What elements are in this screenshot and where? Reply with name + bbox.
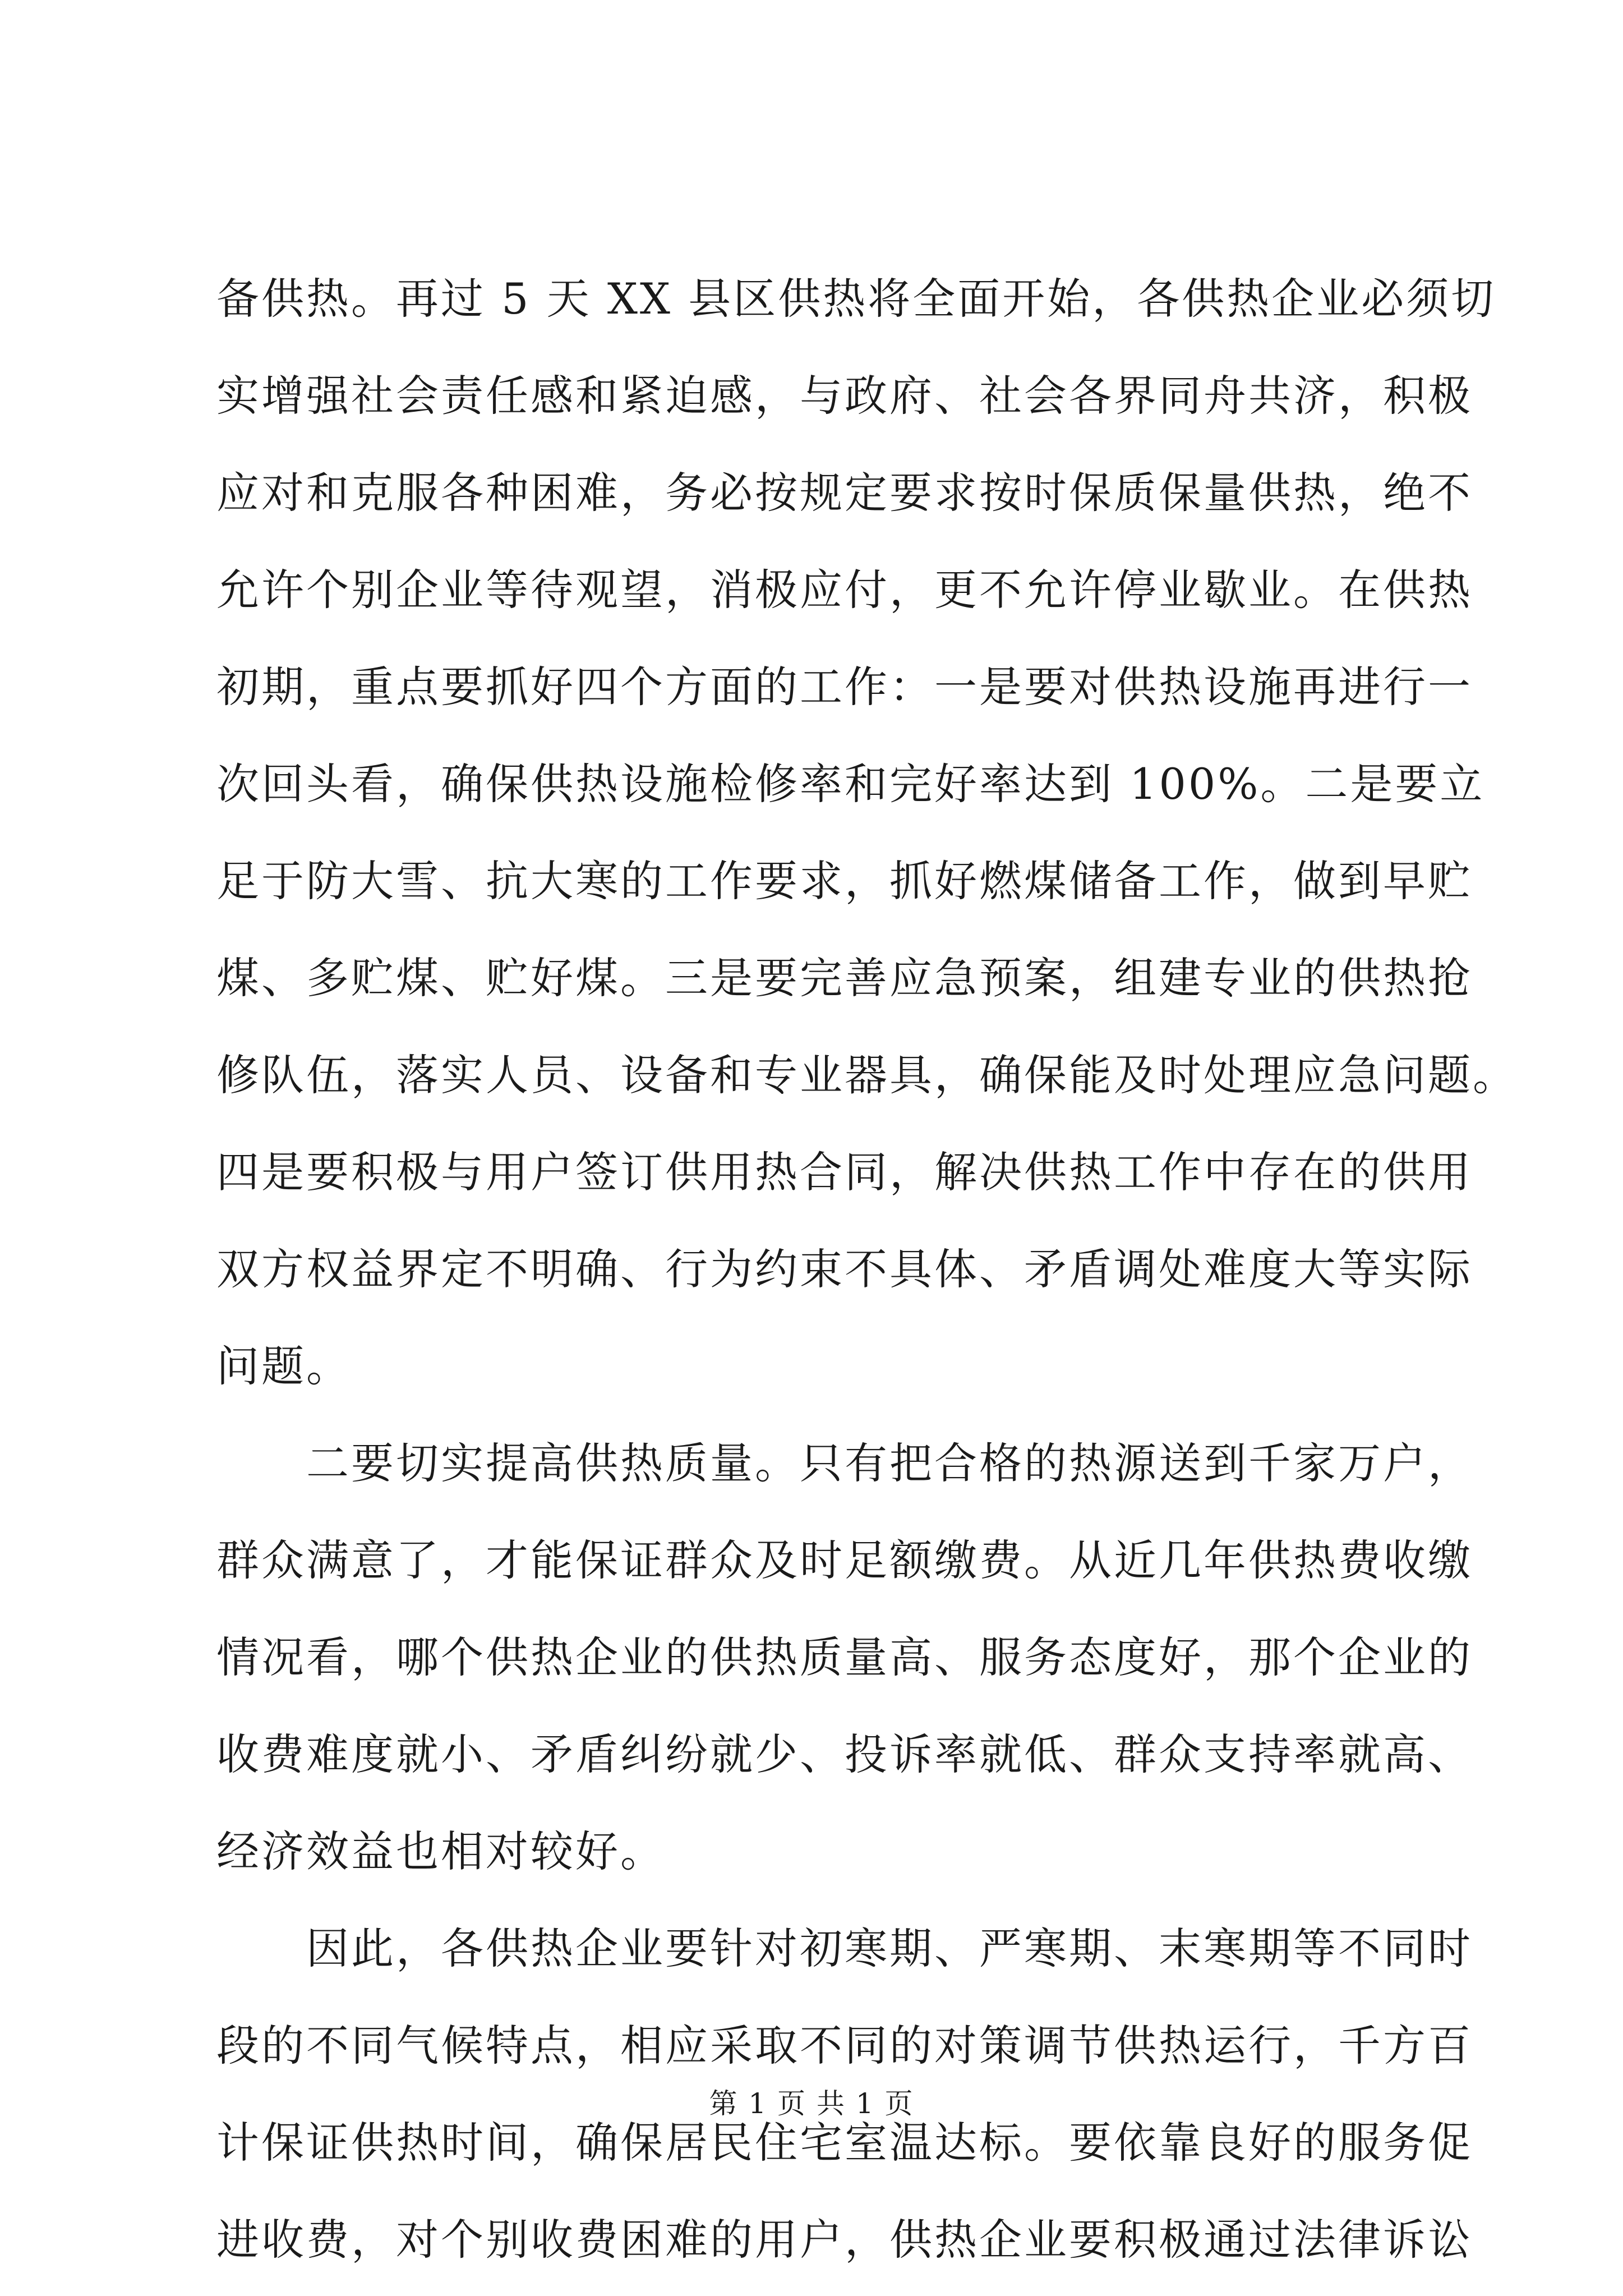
text-line: 修队伍，落实人员、设备和专业器具，确保能及时处理应急问题。 bbox=[216, 1050, 1518, 1100]
text-line: 收费难度就小、矛盾纠纷就少、投诉率就低、群众支持率就高、 bbox=[216, 1729, 1473, 1779]
text-line: 应对和克服各种困难，务必按规定要求按时保质保量供热，绝不 bbox=[216, 468, 1473, 518]
text-line: 足于防大雪、抗大寒的工作要求，抓好燃煤储备工作，做到早贮 bbox=[216, 856, 1473, 906]
text-line: 段的不同气候特点，相应采取不同的对策调节供热运行，千方百 bbox=[216, 2021, 1473, 2070]
text-line: 进收费，对个别收费困难的用户，供热企业要积极通过法律诉讼 bbox=[216, 2215, 1473, 2265]
text-line: 群众满意了，才能保证群众及时足额缴费。从近几年供热费收缴 bbox=[216, 1535, 1473, 1585]
text-line: 煤、多贮煤、贮好煤。三是要完善应急预案，组建专业的供热抢 bbox=[216, 953, 1473, 1003]
text-line: 允许个别企业等待观望，消极应付，更不允许停业歇业。在供热 bbox=[216, 565, 1473, 615]
text-line: 因此，各供热企业要针对初寒期、严寒期、末寒期等不同时 bbox=[306, 1924, 1473, 1973]
text-line: 问题。 bbox=[216, 1341, 351, 1391]
page-footer bbox=[0, 2087, 1623, 2120]
text-line: 四是要积极与用户签订供用热合同，解决供热工作中存在的供用 bbox=[216, 1147, 1473, 1197]
page-number-label: 第 1 页 共 1 页 bbox=[709, 2087, 914, 2120]
text-line: 二要切实提高供热质量。只有把合格的热源送到千家万户， bbox=[306, 1438, 1473, 1488]
paragraph-1 bbox=[216, 250, 1518, 1415]
text-line: 计保证供热时间，确保居民住宅室温达标。要依靠良好的服务促 bbox=[216, 2118, 1473, 2168]
text-line: 双方权益界定不明确、行为约束不具体、矛盾调处难度大等实际 bbox=[216, 1244, 1473, 1294]
text-line: 初期，重点要抓好四个方面的工作：一是要对供热设施再进行一 bbox=[216, 662, 1473, 712]
text-line: 次回头看，确保供热设施检修率和完好率达到 100%。二是要立 bbox=[216, 759, 1485, 809]
text-line: 实增强社会责任感和紧迫感，与政府、社会各界同舟共济，积极 bbox=[216, 371, 1473, 421]
text-line: 经济效益也相对较好。 bbox=[216, 1826, 665, 1876]
document-body bbox=[216, 250, 1518, 2288]
text-line: 备供热。再过 5 天 XX 县区供热将全面开始，各供热企业必须切 bbox=[216, 274, 1496, 324]
paragraph-2 bbox=[216, 1415, 1473, 1900]
text-line: 情况看，哪个供热企业的供热质量高、服务态度好，那个企业的 bbox=[216, 1632, 1473, 1682]
